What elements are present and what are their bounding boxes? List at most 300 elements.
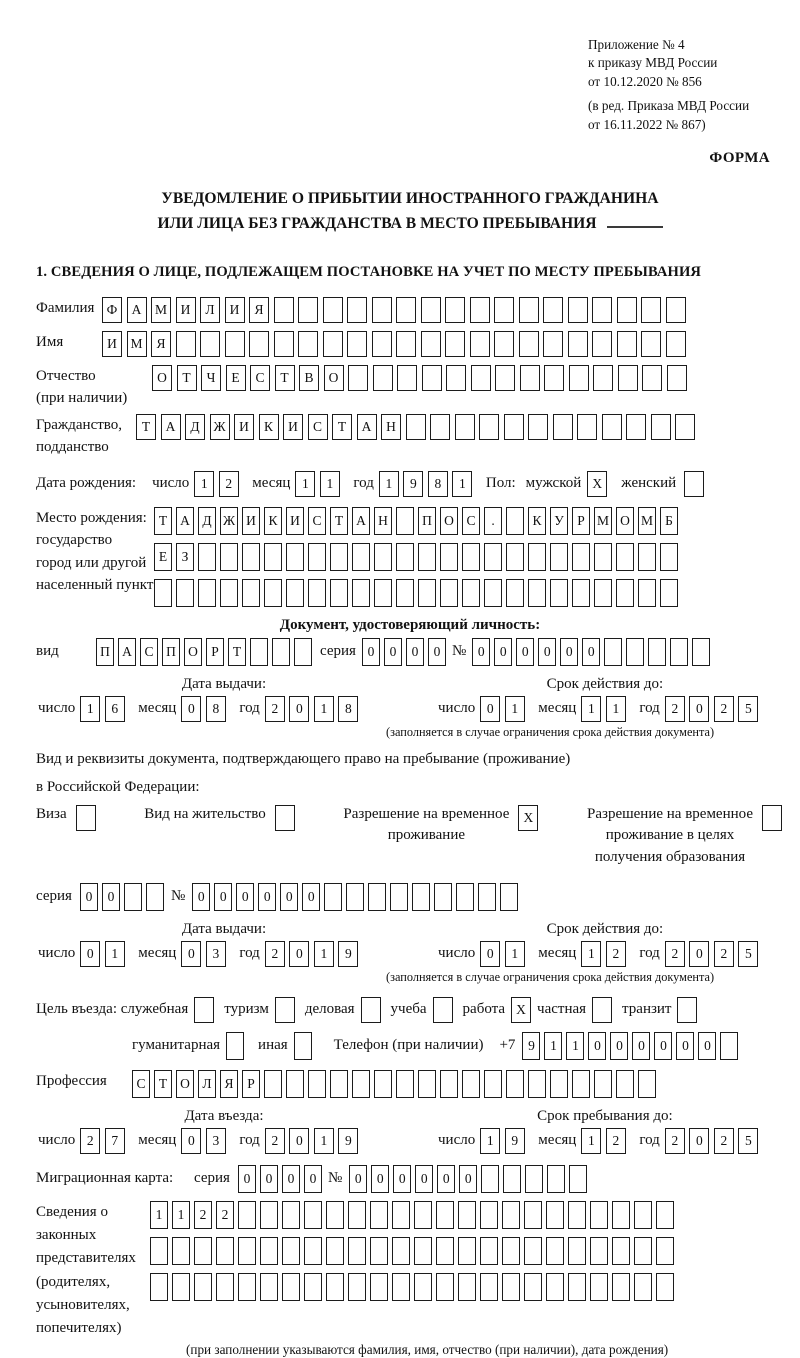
char-cell: Н [374,507,392,535]
char-cell: 0 [289,1128,309,1154]
birth-place-row [36,507,784,615]
char-cell: И [225,297,245,323]
char-cell [260,1273,278,1301]
char-cell: 0 [472,638,490,666]
identity-doc-row [36,638,784,666]
char-cell: 0 [437,1165,455,1193]
purpose-private-label: частная [537,1001,587,1018]
gender-label: Пол: [485,475,516,492]
char-cell [617,331,637,357]
stay-until-title: Срок пребывания до: [537,1107,673,1124]
char-cell: 1 [320,471,340,497]
birth-place-cells [154,507,682,615]
temp-residence-permit-option [343,804,538,848]
char-cell [546,1237,564,1265]
doc-valid-note: (заполняется в случае ограничения срока действия документа) [386,724,715,739]
char-cell: И [286,507,304,535]
char-cell: 0 [689,696,709,722]
char-cell [592,297,612,323]
char-cell: А [127,297,147,323]
birth-place-row3 [154,579,682,607]
char-cell [421,297,441,323]
char-cell: Р [206,638,224,666]
char-cell: Ж [220,507,238,535]
char-cell: 0 [582,638,600,666]
residence-series-label: серия [36,888,72,905]
char-cell [502,1273,520,1301]
char-cell [648,638,666,666]
char-cell [347,297,367,323]
patronymic-label: Отчество (при наличии) [36,367,128,407]
residence-valid-note: (заполняется в случае ограничения срока действия документа) [386,969,715,984]
given-name-row [36,331,784,357]
char-cell [616,543,634,571]
doc-valid-month [581,696,630,722]
temp-residence-permit-checkbox [518,805,538,831]
form-title [36,187,784,235]
char-cell: . [484,507,502,535]
gender-female-label: женский [621,475,677,492]
char-cell [374,543,392,571]
char-cell: 1 [105,941,125,967]
char-cell [326,1201,344,1229]
char-cell [568,1201,586,1229]
char-cell [396,331,416,357]
char-cell [480,1273,498,1301]
residence-permit-options [36,804,784,869]
char-cell: Ф [102,297,122,323]
residence-valid-day [480,941,529,967]
char-cell [544,365,564,391]
char-cell: 3 [206,941,226,967]
char-cell: Н [381,414,401,440]
section1-heading: 1. СВЕДЕНИЯ О ЛИЦЕ, ПОДЛЕЖАЩЕМ ПОСТАНОВКЕ НА УЧЕТ ПО МЕСТУ ПРЕБЫВАНИЯ [36,263,702,280]
char-cell [677,997,697,1023]
patronymic-row [36,365,784,410]
char-cell [543,297,563,323]
char-cell [396,579,414,607]
char-cell [374,1070,392,1098]
char-cell [656,1237,674,1265]
char-cell [275,997,295,1023]
edu-residence-permit-label: Разрешение на временное проживание в целях получения образования [587,805,753,866]
char-cell: А [176,507,194,535]
char-cell [418,543,436,571]
profession-row [36,1070,784,1098]
char-cell [546,1273,564,1301]
char-cell [524,1237,542,1265]
char-cell: 5 [738,941,758,967]
char-cell [194,997,214,1023]
edu-residence-permit-checkbox [762,805,782,831]
char-cell [374,579,392,607]
char-cell: Т [332,414,352,440]
entry-year [265,1128,363,1154]
char-cell [666,331,686,357]
char-cell [520,365,540,391]
residence-number-cells [192,883,522,911]
char-cell: П [162,638,180,666]
purpose-row-2 [132,1032,784,1060]
char-cell [506,579,524,607]
char-cell: 0 [214,883,232,911]
char-cell: 6 [105,696,125,722]
residence-series-cells [80,883,168,911]
legal-reps-note: (при заполнении указываются фамилия, имя, отчество (при наличии), дата рождения) [186,1342,669,1358]
char-cell: 0 [289,696,309,722]
char-cell: П [96,638,114,666]
char-cell [484,543,502,571]
char-cell [397,365,417,391]
char-cell: У [550,507,568,535]
char-cell: 0 [80,883,98,911]
birth-year-cells [379,471,477,497]
char-cell [440,543,458,571]
residence-issue-month [181,941,230,967]
document-header [588,36,784,134]
char-cell [194,1273,212,1301]
char-cell: 0 [289,941,309,967]
char-cell [150,1237,168,1265]
char-cell [656,1273,674,1301]
char-cell: 0 [181,941,201,967]
char-cell: 5 [738,1128,758,1154]
citizenship-label: Гражданство, подданство [36,416,123,456]
surname-row [36,297,784,323]
char-cell: 1 [581,696,601,722]
gender-male-checkbox [587,471,607,497]
char-cell: 0 [236,883,254,911]
char-cell [506,507,524,535]
char-cell [348,1273,366,1301]
residence-issue-day [80,941,129,967]
char-cell [200,331,220,357]
char-cell [455,414,475,440]
char-cell: 2 [265,1128,285,1154]
char-cell [430,414,450,440]
char-cell [76,805,96,831]
char-cell [396,1070,414,1098]
char-cell [372,297,392,323]
purpose-tourism-label: туризм [224,1001,269,1018]
char-cell: 8 [206,696,226,722]
char-cell [528,579,546,607]
char-cell: Е [226,365,246,391]
birth-place-row2 [154,543,682,571]
char-cell [286,543,304,571]
char-cell [260,1237,278,1265]
char-cell: 2 [714,696,734,722]
char-cell [660,543,678,571]
char-cell: Р [572,507,590,535]
char-cell: Т [275,365,295,391]
char-cell [308,543,326,571]
char-cell [304,1201,322,1229]
char-cell [390,883,408,911]
char-cell [440,579,458,607]
legal-reps-block [36,1201,784,1341]
char-cell: 1 [314,696,334,722]
purpose-business-label: деловая [304,1001,355,1018]
char-cell [238,1237,256,1265]
char-cell: Т [330,507,348,535]
char-cell [484,1070,502,1098]
char-cell [304,1237,322,1265]
char-cell: Т [154,1070,172,1098]
char-cell [568,1273,586,1301]
char-cell [304,1273,322,1301]
char-cell: 0 [406,638,424,666]
char-cell: Т [177,365,197,391]
phone-label: Телефон (при наличии) [333,1037,484,1054]
char-cell: 1 [581,941,601,967]
char-cell [590,1273,608,1301]
stay-month [581,1128,630,1154]
char-cell [458,1273,476,1301]
char-cell [642,365,662,391]
form-label: ФОРМА [709,150,770,167]
char-cell [396,297,416,323]
migration-card-row [36,1165,784,1193]
char-cell [524,1201,542,1229]
char-cell [481,1165,499,1193]
char-cell: X [518,805,538,831]
char-cell [286,579,304,607]
char-cell: 2 [265,696,285,722]
char-cell: И [283,414,303,440]
char-cell [294,638,312,666]
char-cell: К [259,414,279,440]
char-cell: 0 [304,1165,322,1193]
char-cell: 0 [538,638,556,666]
char-cell [617,297,637,323]
char-cell: 1 [581,1128,601,1154]
char-cell [274,297,294,323]
char-cell: 1 [314,941,334,967]
char-cell: 0 [610,1032,628,1060]
doc-issue-col: Дата выдачи: число 1 6 месяц 0 8 год 2 0 1 8 [38,676,410,740]
char-cell [656,1201,674,1229]
entry-date-col: Дата въезда: число 2 7 месяц 0 3 год 2 0 1 9 [38,1108,410,1154]
char-cell [440,1070,458,1098]
char-cell: П [418,507,436,535]
char-cell: 0 [282,1165,300,1193]
doc-series-cells [362,638,450,666]
given-name-cells [102,331,690,357]
char-cell [503,1165,521,1193]
char-cell: 2 [665,941,685,967]
char-cell [641,297,661,323]
char-cell: 1 [566,1032,584,1060]
char-cell: Я [151,331,171,357]
char-cell [667,365,687,391]
doc-valid-col: Срок действия до: число 0 1 месяц 1 1 год 2 0 2 5 (заполняется в случае ограничения срока действия документа) [438,676,772,740]
char-cell [456,883,474,911]
char-cell [494,297,514,323]
char-cell: И [234,414,254,440]
char-cell [194,1237,212,1265]
char-cell [225,331,245,357]
char-cell [352,1070,370,1098]
doc-issue-title: Дата выдачи: [181,675,267,692]
char-cell: О [152,365,172,391]
char-cell [298,331,318,357]
char-cell [594,1070,612,1098]
char-cell [198,543,216,571]
char-cell: 0 [415,1165,433,1193]
char-cell [242,579,260,607]
gender-female-checkbox [684,471,704,497]
char-cell: 1 [194,471,214,497]
appendix-line: Приложение № 4 [588,37,685,52]
doc-type-label: вид [36,643,59,660]
residence-permit-checkbox [275,805,295,831]
char-cell [572,543,590,571]
char-cell [294,1032,312,1060]
char-cell: О [616,507,634,535]
char-cell: 2 [665,696,685,722]
doc-number-label: № [451,643,467,660]
char-cell: А [352,507,370,535]
purpose-private-checkbox [592,997,612,1023]
char-cell [634,1237,652,1265]
legal-reps-label: Сведения о законных представителях (родителях, усыновителях, попечителях) [36,1203,136,1337]
char-cell [264,543,282,571]
char-cell [670,638,688,666]
char-cell [494,331,514,357]
char-cell: Я [249,297,269,323]
char-cell [348,1237,366,1265]
char-cell: Б [660,507,678,535]
char-cell [150,1273,168,1301]
revision-date-line: от 16.11.2022 № 867) [588,116,706,132]
char-cell [272,638,290,666]
char-cell [330,543,348,571]
char-cell: 0 [362,638,380,666]
birth-month-cells [295,471,344,497]
given-name-label: Имя [36,333,64,350]
char-cell [484,579,502,607]
residence-doc-intro-2: в Российской Федерации: [36,778,200,795]
char-cell [308,1070,326,1098]
char-cell: 0 [588,1032,606,1060]
char-cell: 1 [505,696,525,722]
char-cell [264,579,282,607]
char-cell: 0 [654,1032,672,1060]
char-cell: 2 [80,1128,100,1154]
legal-reps-row3 [150,1273,678,1301]
temp-residence-permit-label: Разрешение на временное проживание [343,805,510,844]
char-cell [495,365,515,391]
char-cell [572,1070,590,1098]
char-cell: 0 [560,638,578,666]
char-cell: С [132,1070,150,1098]
char-cell: 1 [544,1032,562,1060]
char-cell: Т [136,414,156,440]
char-cell: М [151,297,171,323]
residence-permit-option [144,804,294,831]
char-cell [568,1237,586,1265]
char-cell [569,365,589,391]
char-cell: 0 [632,1032,650,1060]
char-cell [154,579,172,607]
char-cell [238,1201,256,1229]
purpose-study-label: учеба [390,1001,427,1018]
purpose-row [36,997,784,1023]
char-cell [282,1273,300,1301]
char-cell [392,1237,410,1265]
char-cell: О [324,365,344,391]
char-cell [641,331,661,357]
residence-valid-month [581,941,630,967]
legal-reps-row2 [150,1237,678,1265]
char-cell [546,1201,564,1229]
char-cell: Л [200,297,220,323]
char-cell [684,471,704,497]
identity-doc-heading: Документ, удостоверяющий личность: [279,616,541,633]
char-cell [172,1273,190,1301]
residence-doc-intro-1: Вид и реквизиты документа, подтверждающего право на пребывание (проживание) [36,750,571,767]
char-cell [634,1201,652,1229]
char-cell [626,638,644,666]
char-cell [504,414,524,440]
purpose-business-checkbox [361,997,381,1023]
char-cell: X [511,997,531,1023]
birth-date-row [36,471,784,497]
char-cell [414,1237,432,1265]
char-cell: 0 [80,941,100,967]
char-cell [612,1273,630,1301]
char-cell [550,543,568,571]
char-cell: С [308,507,326,535]
char-cell: О [440,507,458,535]
doc-series-label: серия [320,643,356,660]
doc-number-cells [472,638,714,666]
surname-cells [102,297,690,323]
title-line-2: ИЛИ ЛИЦА БЕЗ ГРАЖДАНСТВА В МЕСТО ПРЕБЫВАНИЯ [36,212,784,236]
char-cell [436,1237,454,1265]
char-cell: 0 [676,1032,694,1060]
char-cell [352,579,370,607]
char-cell [634,1273,652,1301]
char-cell [308,579,326,607]
char-cell: 8 [338,696,358,722]
char-cell [146,883,164,911]
char-cell [524,1273,542,1301]
char-cell [406,414,426,440]
char-cell [762,805,782,831]
char-cell [462,1070,480,1098]
char-cell: 1 [606,696,626,722]
char-cell: С [308,414,328,440]
char-cell [216,1237,234,1265]
surname-label: Фамилия [36,299,95,316]
entry-date-title: Дата въезда: [184,1107,264,1124]
doc-type-cells [96,638,316,666]
char-cell [326,1237,344,1265]
char-cell [373,365,393,391]
char-cell [298,297,318,323]
identity-doc-dates [36,676,784,740]
char-cell: 0 [459,1165,477,1193]
char-cell: 9 [338,1128,358,1154]
char-cell [638,1070,656,1098]
char-cell [506,1070,524,1098]
doc-valid-title: Срок действия до: [546,675,664,692]
migration-number-cells [349,1165,591,1193]
char-cell: 0 [384,638,402,666]
char-cell [392,1273,410,1301]
